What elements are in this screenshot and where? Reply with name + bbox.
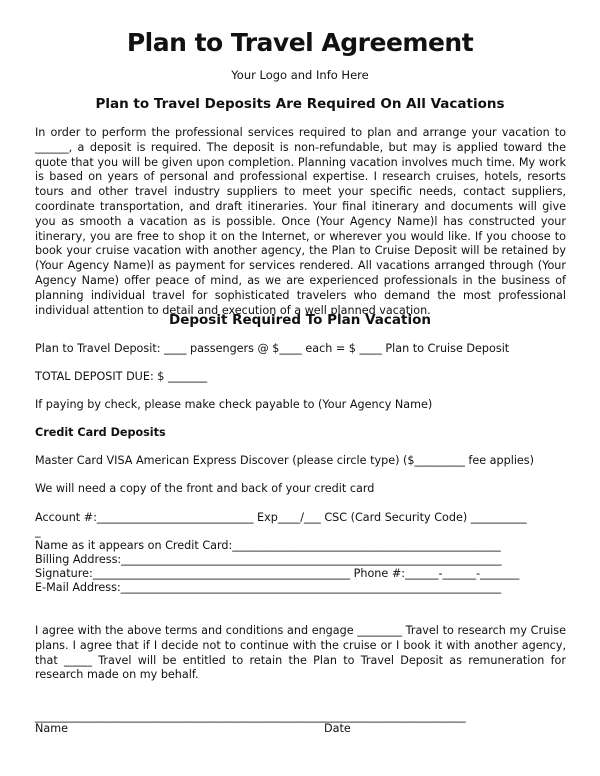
logo-placeholder-text: Your Logo and Info Here [231,68,369,82]
check-payable-line: If paying by check, please make check payable to (Your Agency Name) [35,398,433,411]
name-on-card-line: Name as it appears on Credit Card:________________________________________________ [35,539,501,552]
deposit-required-heading: Deposit Required To Plan Vacation [169,312,431,328]
credit-card-heading: Credit Card Deposits [35,426,166,439]
signature-phone-line: Signature:______________________________________________ Phone #:______-______-_______ [35,567,520,580]
agreement-paragraph: I agree with the above terms and conditions and engage ________ Travel to research my Cruise plans. I agree that if I decide not to continue with the cruise or I book it with another agency, that _____ Travel will be entitled to retain the Plan to Travel Deposit as remuneration for research made on my behalf. [35,624,566,682]
name-label: Name [35,722,69,735]
billing-address-line: Billing Address:____________________________________________________________________ [35,553,502,566]
email-address-line: E-Mail Address:____________________________________________________________________ [35,581,502,594]
signature-rule: _____________________________________________________________________________ [35,710,466,723]
intro-paragraph: In order to perform the professional services required to plan and arrange your vacation to ______, a deposit is required. The deposit is non-refundable, but may is applied toward the quote that you will be given upon completion. Planning vacation involves much time. My work is based on years of personal and professional expertise. I research cruises, hotels, resorts tours and other travel industry suppliers to meet your specific needs, contact suppliers, coordinate transportation, and draft itineraries. Your final itinerary and documents will give you as smooth a vacation as is possible. Once (Your Agency Name)l has constructed your itinerary, you are free to shop it on the Internet, or wherever you would like. If you choose to book your cruise vacation with another agency, the Plan to Cruise Deposit will be retained by (Your Agency Name)l as payment for services rendered. All vacations arranged through (Your Agency Name) offer peace of mind, as we are experienced professionals in the business of planning individual travel for sophisticated travelers who demand the most professional individual attention to detail and execution of a well planned vacation. [35,126,566,317]
deposits-heading: Plan to Travel Deposits Are Required On All Vacations [95,96,505,112]
deposit-calculation-line: Plan to Travel Deposit: ____ passengers @ $____ each = $ ____ Plan to Cruise Deposit [35,342,510,355]
date-label: Date [324,722,351,735]
page-title: Plan to Travel Agreement [126,28,474,57]
card-copy-line: We will need a copy of the front and back of your credit card [35,482,375,495]
account-number-line: Account #:____________________________ Exp____/___ CSC (Card Security Code) __________ [35,511,527,524]
account-overflow-underscore: _ [35,525,41,538]
total-deposit-due-line: TOTAL DEPOSIT DUE: $ _______ [35,370,208,383]
card-types-line: Master Card VISA American Express Discover (please circle type) ($_________ fee applies) [35,454,535,467]
